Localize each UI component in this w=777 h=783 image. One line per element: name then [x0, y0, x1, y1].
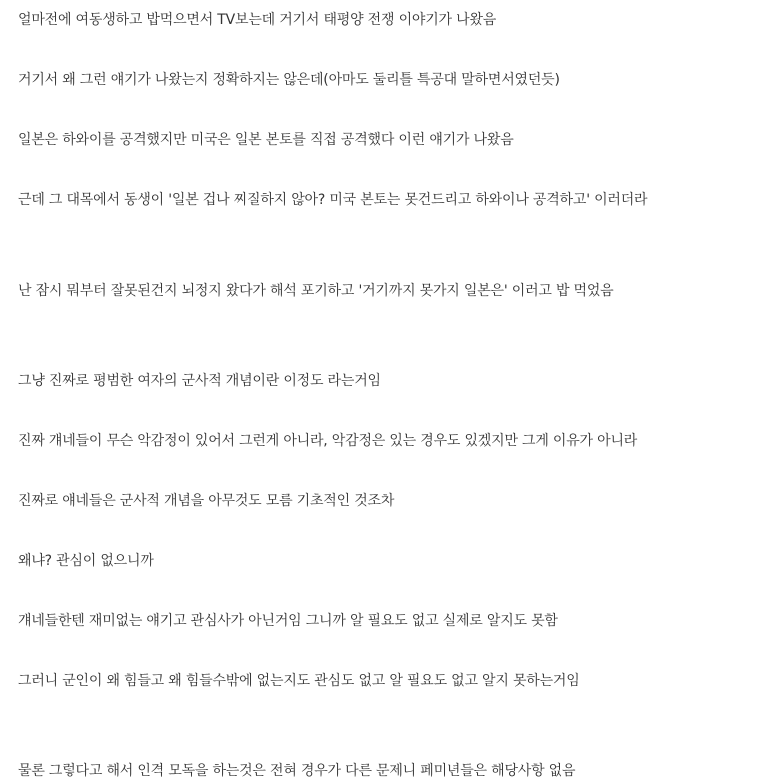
post-text-line: 왜냐? 관심이 없으니까 — [18, 553, 154, 569]
post-text-line: 그러니 군인이 왜 힘들고 왜 힘들수밖에 없는지도 관심도 없고 알 필요도 없고 알지 못하는거임 — [18, 673, 580, 689]
post-text-line: 진짜 걔네들이 무슨 악감정이 있어서 그런게 아니라, 악감정은 있는 경우도 있겠지만 그게 이유가 아니라 — [18, 433, 638, 449]
post-text-line: 근데 그 대목에서 동생이 '일본 겁나 찌질하지 않아? 미국 본토는 못건드리고 하와이나 공격하고' 이러더라 — [18, 192, 648, 208]
post-text-line: 거기서 왜 그런 얘기가 나왔는지 정확하지는 않은데(아마도 둘리틀 특공대 말하면서였던듯) — [18, 72, 560, 88]
post-text-line: 얼마전에 여동생하고 밥먹으면서 TV보는데 거기서 태평양 전쟁 이야기가 나왔음 — [18, 12, 497, 28]
post-text-line: 일본은 하와이를 공격했지만 미국은 일본 본토를 직접 공격했다 이런 얘기가 나왔음 — [18, 132, 514, 148]
post-text-line: 난 잠시 뭐부터 잘못된건지 뇌정지 왔다가 해석 포기하고 '거기까지 못가지 일본은' 이러고 밥 먹었음 — [18, 283, 614, 299]
post-text-line: 물론 그렇다고 해서 인격 모독을 하는것은 전혀 경우가 다른 문제니 페미년들은 해당사항 없음 — [18, 763, 576, 779]
post-text-line: 걔네들한텐 재미없는 얘기고 관심사가 아닌거임 그니까 알 필요도 없고 실제로 알지도 못함 — [18, 613, 558, 629]
post-text-line: 진짜로 얘네들은 군사적 개념을 아무것도 모름 기초적인 것조차 — [18, 493, 395, 509]
post-text-line: 그냥 진짜로 평범한 여자의 군사적 개념이란 이정도 라는거임 — [18, 373, 381, 389]
